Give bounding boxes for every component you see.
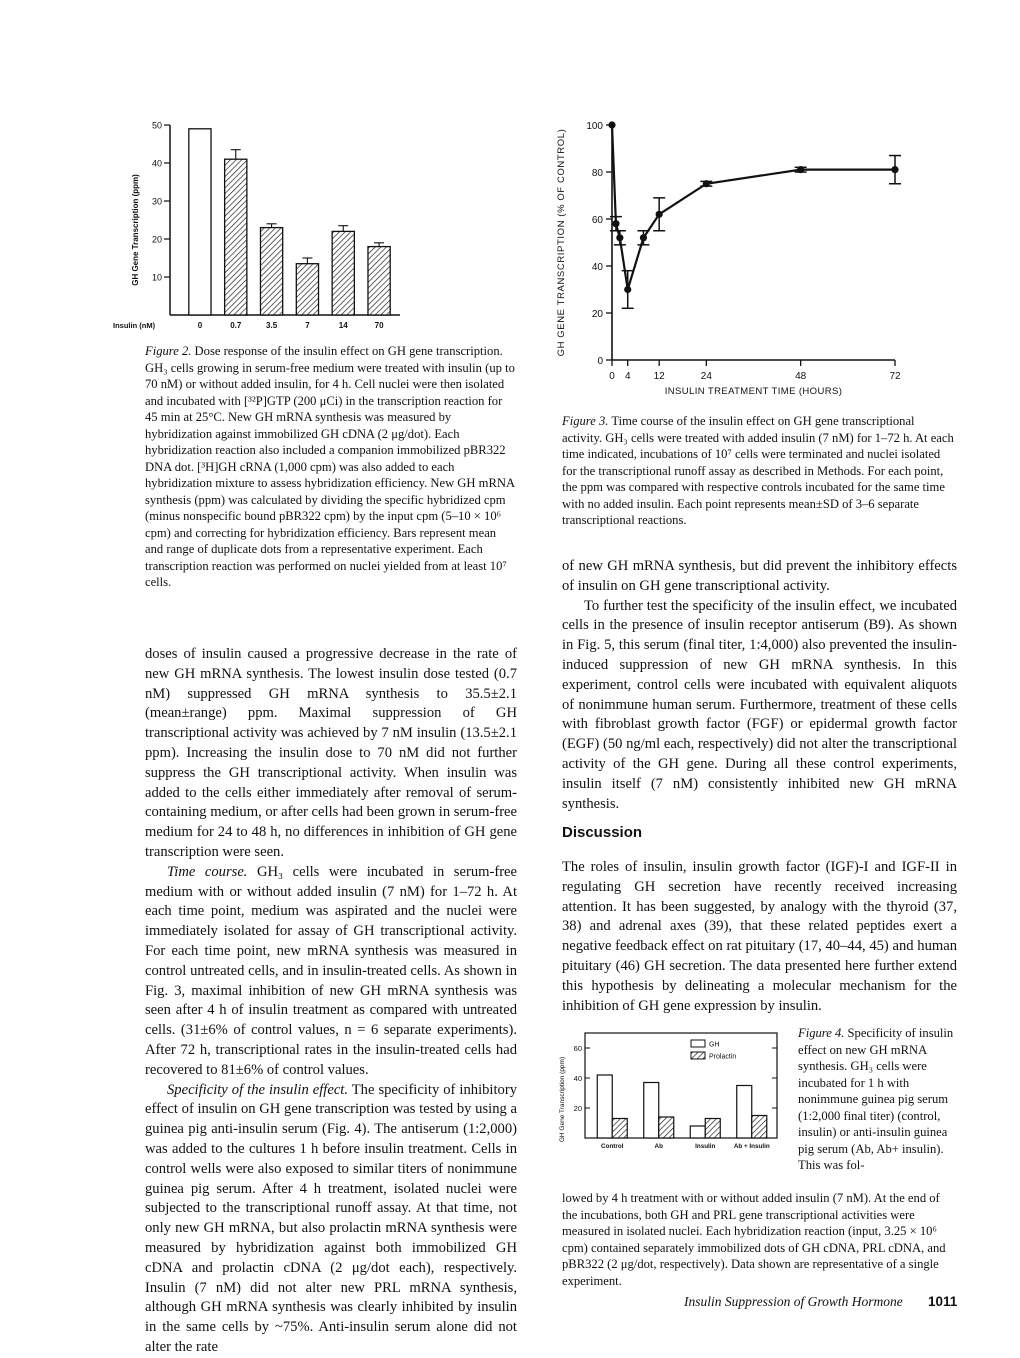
- y-tick-label: 100: [586, 121, 603, 132]
- bar: [225, 159, 247, 315]
- data-point: [624, 286, 631, 293]
- bar-gh: [690, 1126, 705, 1138]
- x-tick-label: 7: [305, 321, 310, 330]
- left-column: [145, 645, 517, 1358]
- legend-gh-swatch: [691, 1040, 705, 1047]
- right-paragraph-2: To further test the specificity of the insulin effect, we incubated cells in the presence of insulin receptor antiserum (B9). As shown in Fig. 5, this serum (final titer, 1:4,000) also prevented the insulin-induced suppression of new GH mRNA synthesis. In this experiment, control cells were incubated with equivalent aliquots of nonimmune human serum. Furthermore, treatment of these cells with fibroblast growth factor (FGF) or epidermal growth factor (EGF) (50 ng/ml each, respectively) did not alter the transcriptional activity of the GH gene. During all these control experiments, insulin itself (7 nM) consistently inhibited new GH mRNA synthesis.: [562, 597, 957, 812]
- y-tick-label: 30: [151, 196, 162, 207]
- bar: [189, 129, 211, 315]
- fig4-caption-below: lowed by 4 h treatment with or without added insulin (7 nM). At the end of the incubations, both GH and PRL gene transcriptional activities were measured in isolated nuclei. Each hybridization reaction (input, 3.25 × 10⁶ cpm) contained separately immobilized dots of GH cDNA, PRL cDNA, and pBR322 (2 μg/dot, respectively). Data shown are representative of a single experiment.: [562, 1191, 946, 1288]
- y-tick-label: 20: [151, 234, 162, 245]
- left-paragraph-2: [145, 863, 517, 1081]
- fig3-caption-label: Figure 3.: [562, 414, 609, 428]
- fig2-caption-text: Dose response of the insulin effect on GH gene transcription. GH₃ cells growing in serum-free medium were treated with insulin (up to 70 nM) or without added insulin, for 4 h. Cell nuclei were then isolated and incubated with [³²P]GTP (200 μCi) in the transcription reaction for 45 min at 25°C. New GH mRNA synthesis was measured by hybridization against immobilized GH cDNA (2 μg/dot). Each hybridization reaction also included a companion immobilized pBR322 DNA dot. [³H]GH cRNA (1,000 cpm) was also added to each hybridization mixture to assess hybridization efficiency. New GH mRNA synthesis (ppm) was calculated by dividing the specific hybridized cpm (minus nonspecific bound pBR322 cpm) by the input cpm (5–10 × 10⁶ cpm) and correcting for hybridization efficiency. Bars represent mean and range of duplicate dots from a representative experiment. Each transcription reaction was performed on nuclei yielded from at least 10⁷ cells.: [145, 344, 515, 589]
- y-tick-label: 20: [591, 309, 603, 320]
- x-tick-label: 3.5: [266, 321, 278, 330]
- discussion-paragraph: The roles of insulin, insulin growth factor (IGF)-I and IGF-II in regulating GH secretion have recently received increasing attention. It has been suggested, by analogy with the thyroid (37, 38) and adrenal axes (39), that these related peptides exert a negative feedback effect on rat pituitary (17, 40–44, 45) and human pituitary (46) GH secretion. The data presented here further extend this hypothesis by delineating a molecular mechanism for the inhibition of GH gene expression by insulin.: [562, 859, 957, 1014]
- fig3-caption-text: Time course of the insulin effect on GH gene transcriptional activity. GH₃ cells were treated with added insulin (7 nM) for 1–72 h. At each time indicated, incubations of 10⁷ cells were terminated and nuclei isolated for the transcriptional runoff assay as described in Methods. For each point, the ppm was compared with respective controls incubated for the same time with no added insulin. Each point represents mean±SD of 3–6 separate transcriptional reactions.: [562, 414, 954, 527]
- data-point: [891, 166, 898, 173]
- x-tick-label: 4: [624, 371, 631, 382]
- right-column: [562, 557, 957, 814]
- left-paragraph-3: [145, 1081, 517, 1358]
- legend-prolactin-swatch: [691, 1052, 705, 1059]
- footer-title-text: Insulin Suppression of Growth Hormone: [684, 1294, 903, 1309]
- x-tick-label: 24: [700, 371, 712, 382]
- y-axis-label: GH Gene Transcription (ppm): [559, 1056, 566, 1143]
- x-tick-label: 70: [374, 321, 384, 330]
- bar: [332, 231, 354, 315]
- page-number: 1011: [928, 1294, 958, 1309]
- bar-prolactin: [659, 1117, 674, 1138]
- data-point: [608, 121, 615, 128]
- fig4-caption-label: Figure 4.: [798, 1026, 845, 1040]
- data-point: [656, 211, 663, 218]
- y-tick-label: 60: [573, 1044, 582, 1053]
- specificity-title: Specificity of the insulin effect.: [167, 1081, 348, 1098]
- x-axis-label: INSULIN TREATMENT TIME (HOURS): [664, 386, 843, 397]
- x-tick-label: 0.7: [230, 321, 242, 330]
- y-axis-label: GH Gene Transcription (ppm): [131, 174, 140, 286]
- x-axis-label: Insulin (nM): [113, 321, 156, 330]
- y-axis-label: GH GENE TRANSCRIPTION (% OF CONTROL): [556, 128, 567, 357]
- bar-prolactin: [612, 1119, 627, 1139]
- x-tick-label: Ab: [654, 1143, 663, 1150]
- y-tick-label: 40: [151, 158, 162, 169]
- x-tick-label: Insulin: [695, 1143, 716, 1150]
- x-tick-label: Control: [601, 1143, 624, 1150]
- x-tick-label: 48: [795, 371, 807, 382]
- bar-prolactin: [705, 1119, 720, 1139]
- bar: [368, 247, 390, 315]
- bar-gh: [644, 1083, 659, 1139]
- data-point: [640, 234, 647, 241]
- x-tick-label: 0: [609, 371, 615, 382]
- data-line: [612, 125, 895, 290]
- legend-prolactin-label: Prolactin: [709, 1053, 737, 1061]
- x-tick-label: 14: [338, 321, 348, 330]
- fig2-chart: [110, 110, 440, 340]
- x-tick-label: 12: [653, 371, 665, 382]
- bar-prolactin: [752, 1116, 767, 1139]
- specificity-text: The specificity of inhibitory effect of insulin on GH gene transcription was tested by using a guinea pig anti-insulin serum (Fig. 4). The antiserum (1:2,000) was added to the cultures 1 h before insulin treatment. Cells in control wells were also exposed to similar titers of nonimmune guinea pig serum. After 4 h treatment, isolated nuclei were subjected to the transcriptional runoff assay. At that time, not only new GH mRNA, but also prolactin mRNA synthesis were measured by hybridization against both immobilized GH cDNA and prolactin cDNA (2 μg/dot each), respectively. Insulin (7 nM) did not alter new PRL mRNA synthesis, although GH mRNA synthesis was clearly inhibited by insulin in the same cells by ~75%. Anti-insulin serum alone did not alter the rate: [145, 1081, 517, 1355]
- y-tick-label: 40: [591, 262, 603, 273]
- running-footer-title: [684, 1294, 903, 1310]
- fig2-caption-label: Figure 2.: [145, 344, 192, 358]
- legend-gh-label: GH: [709, 1041, 720, 1049]
- bar: [260, 228, 282, 315]
- fig4-chart: [555, 1025, 795, 1170]
- fig4-caption-side-text: Specificity of insulin effect on new GH mRNA synthesis. GH₃ cells were incubated for 1 h with nonimmune guinea pig serum (1:2,000 final titer) (control, insulin) or anti-insulin guinea pig serum (Ab, Ab+ insulin). This was fol-: [798, 1026, 954, 1172]
- data-point: [797, 166, 804, 173]
- bar: [296, 264, 318, 315]
- discussion-text: [562, 858, 957, 1016]
- y-tick-label: 10: [151, 272, 162, 283]
- left-paragraph-1: doses of insulin caused a progressive decrease in the rate of new GH mRNA synthesis. The lowest insulin dose tested (0.7 nM) suppressed GH mRNA synthesis to 35.5±2.1 (mean±range) ppm. Maximal suppression of GH transcriptional activity was achieved by 7 nM insulin (13.5±2.1 ppm). Increasing the insulin dose to 70 nM did not further suppress the GH transcriptional activity. When insulin was added to the cells either immediately after removal of serum-containing medium, or after cells had been grown in serum-free medium for 24 to 48 h, no differences in inhibition of GH gene transcription were seen.: [145, 646, 518, 860]
- right-paragraph-1: of new GH mRNA synthesis, but did prevent the inhibitory effects of insulin on GH gene transcriptional activity.: [562, 558, 957, 594]
- x-tick-label: Ab + Insulin: [733, 1143, 770, 1150]
- fig4-caption-side: [798, 1025, 958, 1174]
- y-tick-label: 20: [573, 1104, 582, 1113]
- x-tick-label: 0: [197, 321, 203, 330]
- discussion-heading: Discussion: [562, 824, 643, 841]
- y-tick-label: 50: [151, 120, 162, 131]
- x-tick-label: 72: [889, 371, 901, 382]
- time-course-title: Time course.: [167, 863, 248, 880]
- data-point: [703, 180, 710, 187]
- y-tick-label: 80: [591, 168, 603, 179]
- fig3-caption: [562, 413, 957, 529]
- y-tick-label: 60: [591, 215, 603, 226]
- y-tick-label: 0: [597, 356, 603, 367]
- bar-gh: [737, 1086, 752, 1139]
- data-point: [612, 220, 619, 227]
- fig3-chart: [550, 115, 920, 405]
- bar-gh: [597, 1075, 612, 1138]
- y-tick-label: 40: [573, 1074, 582, 1083]
- data-point: [616, 234, 623, 241]
- time-course-text: GH₃ cells were incubated in serum-free medium with or without added insulin (7 nM) for 1–72 h. At each time point, medium was aspirated and the nuclei were immediately isolated for assay of GH transcriptional activity. For each time point, new mRNA synthesis was measured in control untreated cells, and in insulin-treated cells. As shown in Fig. 3, maximal inhibition of new GH mRNA synthesis was seen after 4 h of insulin treatment as compared with untreated cells. (31±6% of control values, n = 6 separate experiments). After 72 h, transcriptional rates in the insulin-treated cells had recovered to 81±6% of control values.: [145, 863, 518, 1078]
- fig2-caption: [145, 343, 515, 591]
